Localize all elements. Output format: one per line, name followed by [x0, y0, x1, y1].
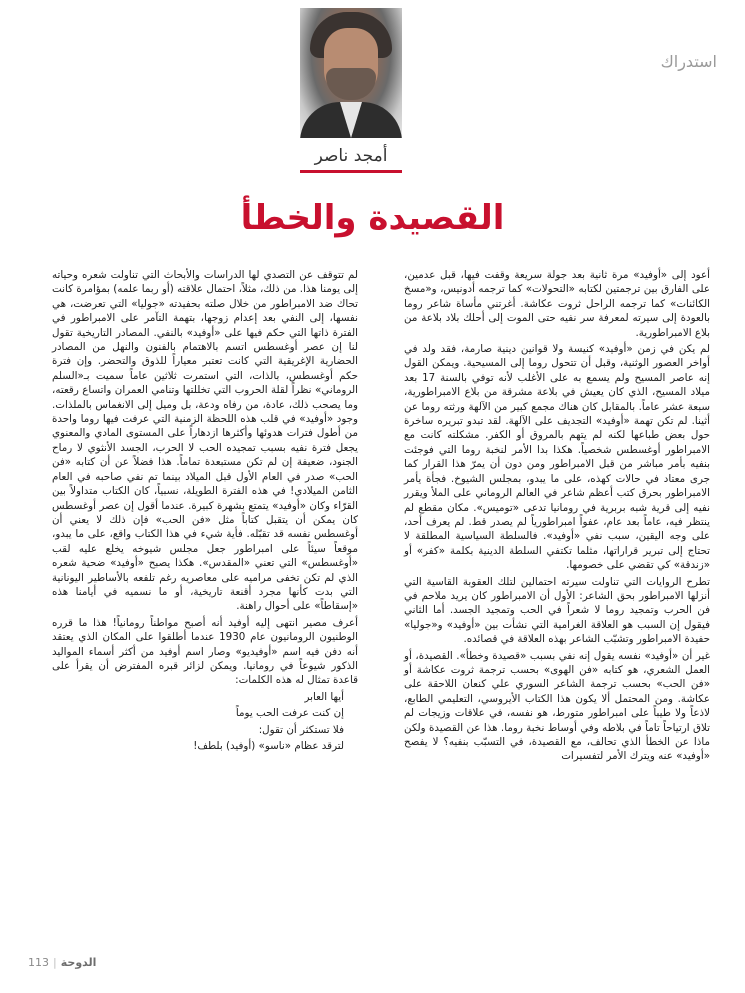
magazine-name: الدوحة [60, 956, 97, 969]
verse-line: فلا تستكثر أن تقول: [258, 723, 344, 736]
author-photo [300, 8, 402, 138]
page-number: 113 [28, 956, 49, 969]
verse-line: لترقد عظام «ناسو» (أوفيد) بلطف! [193, 740, 344, 752]
page-footer: 113 | الدوحة [28, 956, 97, 969]
paragraph: غير أن «أوفيد» نفسه يقول إنه نفي بسبب «قصيدة وخطأ». القصيدة، أو العمل الشعري، هو كتابه «فن الهوى» بحسب ترجمة ثروت عكاشة أو «فن الحب» بحسب ترجمة الشاعر السوري علي كنعان اللاحقة على عكاشة. ومن المحتمل ألا يكون هذا الكتاب الأيروسي، التعليمي الطابع، لاذعاً ولا طيباً على امبراطور متورط، هو نفسه، في علاقات وزيجات لم تلاق ارتياحاً تاماً في بلاطه وفي أوساط نخبة روما. هذا عن القصيدة ولكن ماذا عن الخطأ الذي تحالف، مع القصيدة، في التسبّب بنفيه؟ لا يفصح «أوفيد» عنه ويترك الأمر لتفسيرات [404, 649, 710, 763]
column-right [404, 268, 710, 766]
section-label: استدراك [660, 52, 717, 71]
article-title: القصيدة والخطأ [240, 198, 505, 238]
verse-line: أيها العابر [304, 690, 344, 703]
column-left [52, 268, 358, 755]
verse-line: إن كنت عرفت الحب يوماً [235, 707, 344, 720]
author-name: أمجد ناصر [314, 146, 388, 166]
paragraph: لم تتوقف عن التصدي لها الدراسات والأبحاث التي تناولت شعره وحياته إلى يومنا هذا. من ذلك، مثلاً، احتمال علاقته (أو ربما علمه) بمؤامرة كانت تحاك ضد الامبراطور من خلال صلته بحفيدته «جوليا» التي تعرضت، هي نفسها، إلى النفي بعد إعدام زوجها، بتهمة التآمر على الامبراطور في الفترة ذاتها التي حكم فيها على «أوفيد» بالنفي. المصادر التاريخية تقول لنا إن عصر أوغسطس اتسم بالاهتمام بالفنون والنهل من المصادر الحضارية الإغريقية التي كانت تعتبر معياراً للذوق والتحضر. وإن فترة حكم أوغسطس، بالذات، التي استمرت ثلاثين عاماً سميت بـ«السلم الروماني» نظراً لقلة الحروب التي تخللتها وتنامي العمران واتساع رقعته، وما يصحب ذلك، عادة، من رفاه ودعة، بل وميل إلى الانغماس بالملذات. وجود «أوفيد» في قلب هذه اللحظة الزمنية التي عرفت فيها روما واحدة من أطول فترات هدوئها وأكثرها ازدهاراً على المستوى المادي والمعنوي يجعل فترة نفيه بسبب تمجيده الحب لا الحرب، الجسد الأنثوي لا رماح الجنود، ضعيفة إن لم تكن مستبعدة تماماً. هذا فضلاً عن أن كتابه «فن الحب» صدر في العام الأول قبل الميلاد بينما تم نفي صاحبه في العام الثامن الميلادي! في هذه الفترة الطويلة، نسبياً، كان الكتاب متداولاً بين القرّاء وكان «أوفيد» يتمتع بشهرة كبيرة. عندما أقول إن عصر أوغسطس كان يمكن أن يتقبل كتاباً مثل «فن الحب» فإن ذلك لا يعني أن أوغسطس نفسه قد تقبّله. فأية شيء في هذا الكتاب واقع، على ما يبدو، موقعاً سيئاً على امبراطور جعل مجلس شيوخه يخلع عليه لقب «أوغسطس» التي تعني «المقدس». هكذا يصبح «أوفيد» ضحية شعره الذي لم تكن تخفى مراميه على معاصريه رغم تلفعه بالأساطير اليونانية التي بدت كأنها مجرد أقنعة تاريخية، أو ما نسميه في أيامنا هذه «إسقاطاً» على أحوال راهنة. [52, 269, 358, 613]
paragraph: تطرح الروايات التي تناولت سيرته احتمالين لتلك العقوبة القاسية التي أنزلها الامبراطور بحق الشاعر: الأول أن الامبراطور كان يريد ملاحم في فن الحرب وتمجيد روما لا شعراً في الحب وتمجيد الجسد. أما الثاني فيقول إن السبب هو العلاقة الغرامية التي نشأت بين «أوفيد» و«جوليا» حفيدة الامبراطور وتشبّب الشاعر بهذه العلاقة في قصائده. [404, 575, 710, 646]
paragraph: أعود إلى «أوفيد» مرة ثانية بعد جولة سريعة وقفت فيها، قبل عدمين، على الفارق بين ترجمتين لكتابه «التحولات» كما ترجمه أدونيس، و«مسخ الكائنات» كما ترجمه الراحل ثروت عكاشة. أغرتني مأساة شاعر روما بالعودة إلى سيرته لمعرفة سر نفيه حتى الموت إلى أحلك بلاد بلاعة من بلاع الامبراطورية. [404, 269, 710, 339]
paragraph: لم يكن في زمن «أوفيد» كنيسة ولا قوانين دينية صارمة، فقد ولد في أواخر العصور الوثنية، وقبل أن تتحول روما إلى المسيحية. ويمكن القول إنه عاصر المسيح ولم يسمع به على الأغلب لأنه توفي بالسنة 17 بعد ميلاد المسيح، الذي كان يعيش في بلاعة مشرقة من بلاع الامبراطورية، سبعة عشر عاماً. بالمقابل كان هناك مجمع كبير من الآلهة ورثته روما عن أثينا. لم تكن تهمة «أوفيد» التجديف على الآلهة. لقد تبدو تبريره ساخرة حول بعض طباعها لكنه لم يتهم بالمروق أو الكفر. مشكلته كانت مع الامبراطور أوغسطس شخصياً. هكذا بدا الأمر لنخبة روما التي فوجئت بنفيه بأمر مباشر من قبل الامبراطور ومن دون أن يمرّ هذا القرار كما جرى معتاد في حالات كهذه، على ما يبدو، بمجلس الشيوخ. فجأة يأمر الامبراطور بحرق كتب أعظم شاعر في العالم الروماني على الملأ ويقرر نفيه إلى قرية شبه بربرية في رومانيا تدعى «توميس». مكان مقطع لم ينتظر فيه، عاماً بعد عام، عفواً امبراطورياً لم يصدر قط. لم يعرف أحد، على وجه اليقين، سبب نفي «أوفيد». فالسلطة السياسية المطلقة لا تحتاج إلى تبرير قراراتها، مثلما تكتفي السلطة الدينية بكلمة «كفر» أو «زندقة» كي تقضي على خصومها. [404, 343, 711, 572]
paragraph: أعرف مصير انتهى إليه أوفيد أنه أصبح مواطناً رومانياً! هذا ما قرره الوطنيون الرومانيون عام 1930 عندما أطلقوا على المكان الذي يعتقد أنه دفن فيه اسم «أوفيديو» وصار اسم أوفيد من أكثر أسماء المواليد الذكور شيوعاً في رومانيا. ويمكن لزائر قبره المفترض أن يقرأ على قاعدة تمثال له هذه الكلمات: [52, 616, 358, 687]
author-divider [300, 170, 402, 173]
